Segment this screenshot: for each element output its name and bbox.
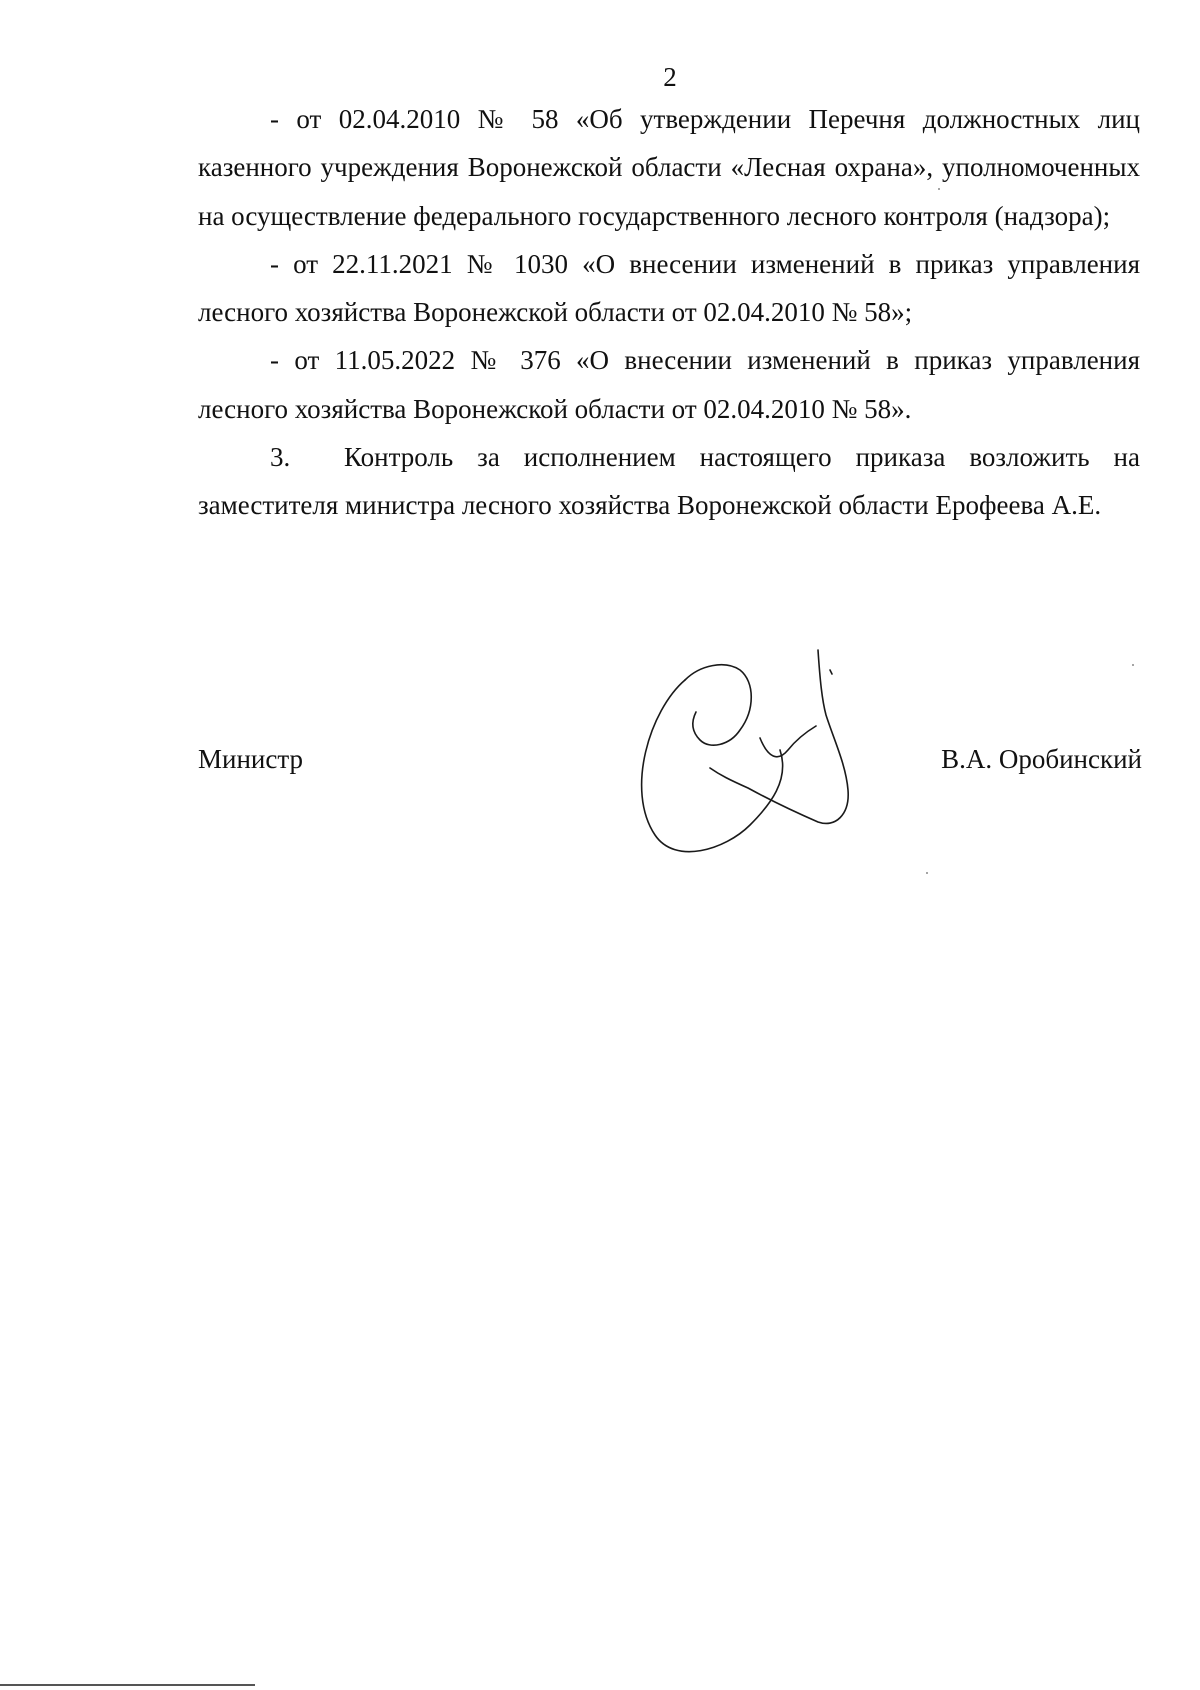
scan-speck (1132, 664, 1134, 666)
clause-3 (198, 433, 1140, 530)
page-number: 2 (663, 62, 677, 92)
signatory-name: В.А. Оробинский (941, 744, 1142, 774)
clause-text: Контроль за исполнением настоящего приказа возложить на заместителя министра лесного хозяйства Воронежской области Ерофеева А.Е. (198, 442, 1140, 521)
list-item-order-2022: - от 11.05.2022 № 376 «О внесении изменений в приказ управления лесного хозяйства Воронежской области от 02.04.2010 № 58». (198, 345, 1140, 424)
scan-edge-line (0, 1684, 255, 1686)
clause-number: 3. (270, 442, 291, 473)
document-body (198, 95, 1140, 530)
handwritten-signature-icon (630, 640, 920, 860)
list-item-order-2021: - от 22.11.2021 № 1030 «О внесении изменений в приказ управления лесного хозяйства Воронежской области от 02.04.2010 № 58»; (198, 248, 1140, 328)
scan-speck (926, 872, 928, 874)
list-item-order-2010: - от 02.04.2010 № 58 «Об утверждении Перечня должностных лиц казенного учреждения Воронежской области «Лесная охрана», уполномоченных на осуществление федерального государственного лесного контроля (надзора); (198, 104, 1140, 231)
scan-speck (938, 188, 940, 190)
signatory-title: Министр (198, 744, 303, 774)
